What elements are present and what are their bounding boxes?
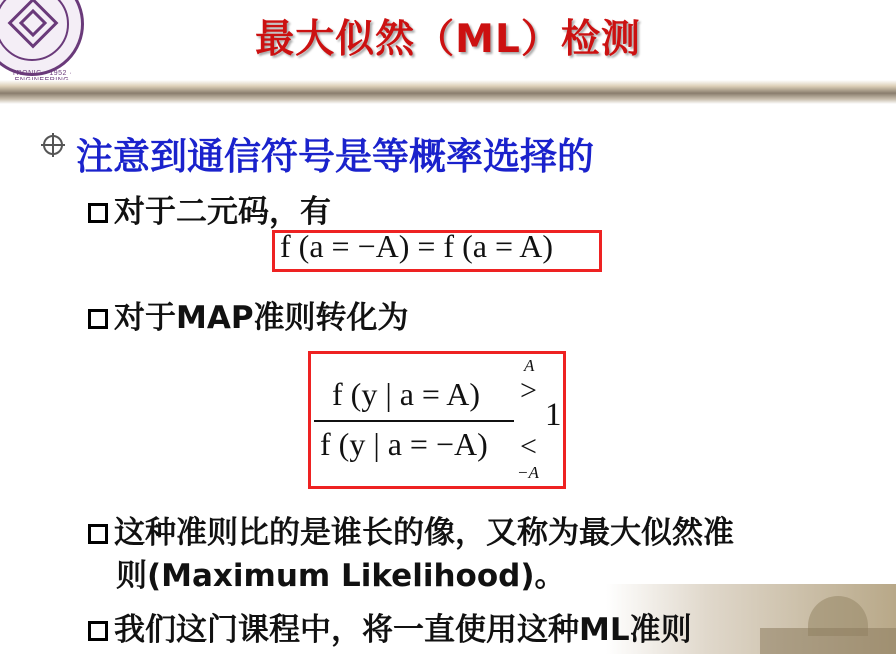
square-bullet-icon <box>88 309 108 329</box>
threshold-value: 1 <box>545 397 562 433</box>
section-heading: 注意到通信符号是等概率选择的 <box>76 135 594 178</box>
logo-text: TRONIC · 1952 · <box>11 70 73 77</box>
decision-upper-label: A <box>524 356 535 375</box>
likelihood-numerator: f (y | a = A) <box>332 376 480 412</box>
list-item-binary-code <box>88 186 331 231</box>
decision-lower-label: −A <box>517 463 539 482</box>
square-bullet-icon <box>88 524 108 544</box>
square-bullet-icon <box>88 621 108 641</box>
list-item-text: 对于MAP准则转化为 <box>114 300 409 336</box>
greater-than-symbol: > <box>520 374 537 407</box>
title-divider-bar <box>0 80 896 104</box>
crosshair-bullet-icon <box>40 132 66 158</box>
equation-equal-prior: f (a = −A) = f (a = A) <box>280 228 553 264</box>
fraction-line <box>314 420 514 422</box>
square-bullet-icon <box>88 203 108 223</box>
less-than-symbol: < <box>520 430 537 463</box>
list-item-map-rule <box>88 292 409 337</box>
likelihood-denominator: f (y | a = −A) <box>320 426 488 462</box>
list-item-text: 我们这门课程中，将一直使用这种ML准则 <box>114 612 692 648</box>
building-base <box>760 628 896 654</box>
slide-title: 最大似然（ML）检测 <box>255 17 641 62</box>
list-item-text-line1: 这种准则比的是谁长的像，又称为最大似然准 <box>114 515 734 551</box>
list-item-text: 对于二元码，有 <box>114 194 331 230</box>
list-item-course-usage <box>88 604 692 649</box>
list-item-text-line2: 则(Maximum Likelihood)。 <box>116 558 566 594</box>
